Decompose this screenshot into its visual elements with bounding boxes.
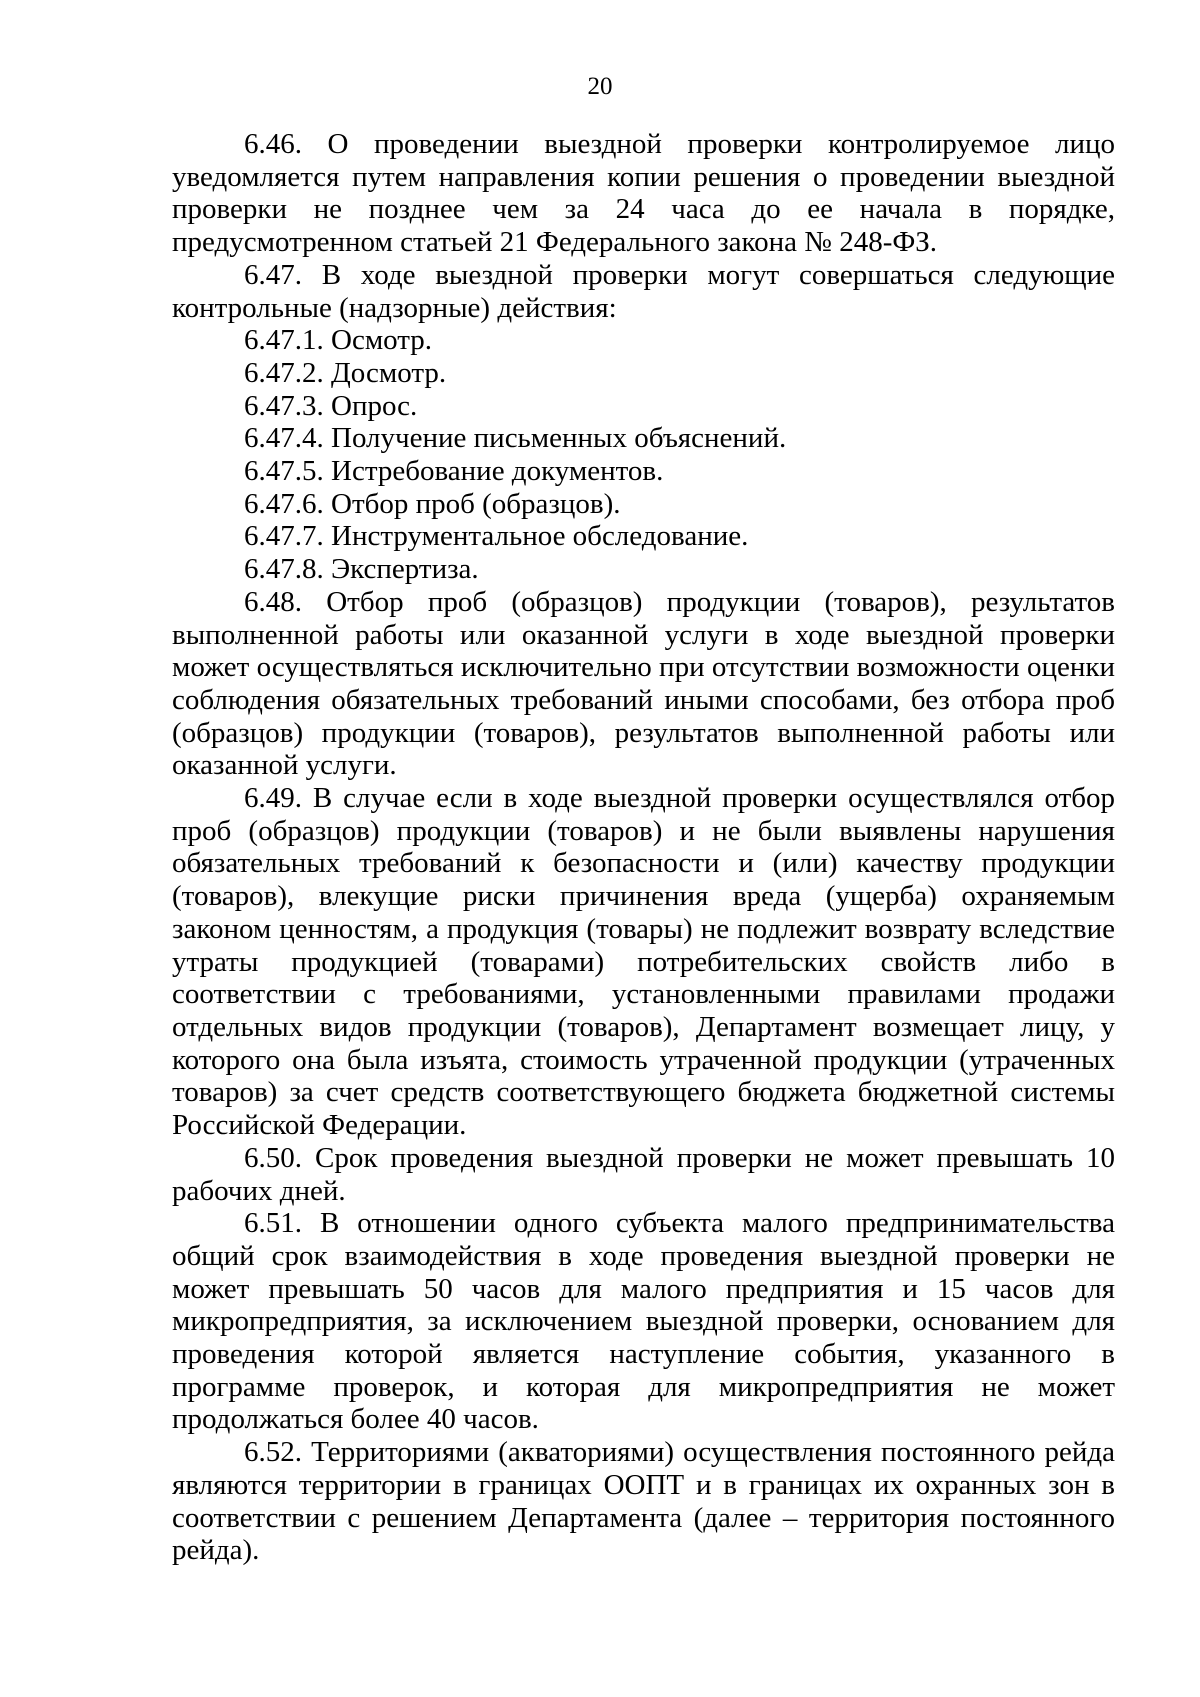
paragraph-6-50: 6.50. Срок проведения выездной проверки не может превышать 10 рабочих дней. (172, 1141, 1115, 1207)
list-item-6-47-8: 6.47.8. Экспертиза. (244, 553, 479, 586)
paragraph-6-48: 6.48. Отбор проб (образцов) продукции (товаров), результатов выполненной работы или оказанной услуги в ходе выездной проверки может осуществляться исключительно при отсутствии возможности оценки соблюдения обязательных требований иными способами, без отбора проб (образцов) продукции (товаров), результатов выполненной работы или оказанной услуги. (172, 585, 1115, 782)
paragraph-6-47: 6.47. В ходе выездной проверки могут совершаться следующие контрольные (надзорные) действия: (172, 258, 1115, 324)
list-item-6-47-5: 6.47.5. Истребование документов. (244, 455, 664, 488)
paragraph-6-52: 6.52. Территориями (акваториями) осуществления постоянного рейда являются территории в границах ООПТ и в границах их охранных зон в соответствии с решением Департамента (далее – территория постоянного рейда). (172, 1436, 1115, 1567)
paragraph-6-51: 6.51. В отношении одного субъекта малого предпринимательства общий срок взаимодействия в ходе проведения выездной проверки не может превышать 50 часов для малого предприятия и 15 часов для микропредприятия, за исключением выездной проверки, основанием для проведения которой является наступление события, указанного в программе проверок, и которая для микропредприятия не может продолжаться более 40 часов. (172, 1207, 1115, 1436)
paragraph-6-49: 6.49. В случае если в ходе выездной проверки осуществлялся отбор проб (образцов) продукции (товаров) и не были выявлены нарушения обязательных требований к безопасности и (или) качеству продукции (товаров), влекущие риски причинения вреда (ущерба) охраняемым законом ценностям, а продукция (товары) не подлежит возврату вследствие утраты продукцией (товарами) потребительских свойств либо в соответствии с требованиями, установленными правилами продажи отдельных видов продукции (товаров), Департамент возмещает лицу, у которого она была изъята, стоимость утраченной продукции (утраченных товаров) за счет средств соответствующего бюджета бюджетной системы Российской Федерации. (172, 782, 1115, 1142)
list-item-6-47-3: 6.47.3. Опрос. (244, 389, 418, 422)
list-item-6-47-2: 6.47.2. Досмотр. (244, 356, 447, 389)
list-item-6-47-6: 6.47.6. Отбор проб (образцов). (244, 487, 621, 520)
page-number: 20 (587, 73, 613, 100)
document-body (172, 128, 1115, 1567)
list-item-6-47-7: 6.47.7. Инструментальное обследование. (244, 520, 749, 553)
paragraph-6-46: 6.46. О проведении выездной проверки контролируемое лицо уведомляется путем направления копии решения о проведении выездной проверки не позднее чем за 24 часа до ее начала в порядке, предусмотренном статьей 21 Федерального закона № 248-ФЗ. (172, 128, 1115, 259)
list-item-6-47-4: 6.47.4. Получение письменных объяснений. (244, 422, 787, 455)
list-item-6-47-1: 6.47.1. Осмотр. (244, 324, 433, 357)
